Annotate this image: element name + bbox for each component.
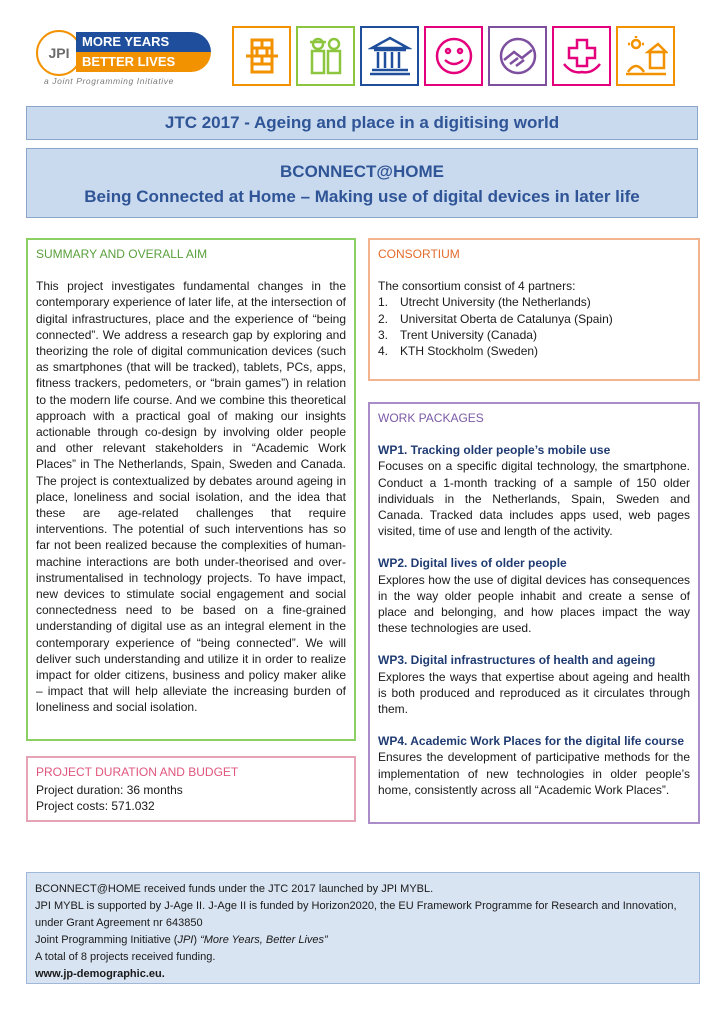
footer-line-1: BCONNECT@HOME received funds under the JTC 2017 launched by JPI MYBL.: [35, 883, 434, 895]
health-cross-icon: [552, 26, 611, 86]
theme-icons: [232, 26, 675, 86]
wp-text: Explores the ways that expertise about ageing and health is both produced and reproduced as it circulates through them.: [378, 669, 690, 717]
wp-heading: WP1. Tracking older people’s mobile use: [378, 443, 611, 458]
partner-number: 1.: [378, 295, 389, 310]
footer-website-link[interactable]: www.jp-demographic.eu.: [35, 968, 165, 980]
summary-text: This project investigates fundamental changes in the contemporary experience of later life, at the intersection of digital infrastructures, place and the experience of “being connected”. We address a research gap by exploring and theorizing the role of digital communication devices (such as smartphones (that will be tracked), tablets, PCs, apps, fitness trackers, pedometers, or “brain games”) in relation to the modern life course. And we combine this theoretical approach with a practical goal of making our insights actionable through co-design by involving older people and other relevant stakeholders in “Academic Work Places” in The Netherlands, Spain, Sweden and Canada. The project is contextualized by debates around ageing in place, loneliness and social isolation, and the idea that these are age-related challenges that require interventions. The potential of such interventions has so far not been realized because the complexities of human-machine interactions are both under-theorised and over-instrumentalised in technology projects. To have impact, new devices to stimulate social engagement and social connectedness need to be based on a fine-grained understanding of digital use as an integral element in the contemporary experience of “being connected”. We will deliver such understanding and utilize it in order to realize impact for older citizens, business and policy maker alike – impact that will help alleviate the increasing burden of loneliness and social isolation.: [36, 279, 346, 715]
logo-line-2: BETTER LIVES: [76, 52, 211, 72]
partner-list: [378, 294, 690, 359]
consortium-box: [368, 238, 700, 381]
wp-heading: WP4. Academic Work Places for the digital life course: [378, 734, 685, 749]
partner-number: 3.: [378, 327, 389, 342]
wp-text: Ensures the development of participative methods for the implementation of new technologies in older people’s home, consistently across all “Academic Work Places”.: [378, 750, 690, 797]
funding-footer: [26, 872, 700, 984]
footer-jpi: JPI: [177, 934, 194, 946]
wp-heading: WP2. Digital lives of older people: [378, 556, 567, 571]
work-package-3: [378, 652, 690, 717]
work-package-2: [378, 555, 690, 636]
list-item: [378, 343, 690, 359]
list-item: [378, 294, 690, 310]
consortium-title: CONSORTIUM: [378, 247, 460, 261]
consortium-intro: The consortium consist of 4 partners:: [378, 279, 576, 294]
work-packages-box: [368, 402, 700, 824]
wp-heading: WP3. Digital infrastructures of health and ageing: [378, 653, 656, 668]
wall-icon: [232, 26, 291, 86]
workers-icon: [296, 26, 355, 86]
house-sun-icon: [616, 26, 675, 86]
smiley-icon: [424, 26, 483, 86]
footer-jpi-suffix: ): [193, 934, 201, 946]
partner-name: Trent University (Canada): [400, 327, 537, 342]
work-package-4: [378, 733, 690, 798]
duration-line: Project duration: 36 months: [36, 783, 183, 798]
work-package-1: [378, 442, 690, 539]
wp-text: Explores how the use of digital devices has consequences in the way older people inhabit and create a sense of place and belonging, and how places impact the way these technologies are used.: [378, 572, 690, 636]
footer-line-4: A total of 8 projects received funding.: [35, 951, 216, 963]
footer-line-2: JPI MYBL is supported by J-Age II. J-Age II is funded by Horizon2020, the EU Framework Programme for Research and Innovation, under Grant Agreement nr 643850: [35, 900, 677, 929]
partner-name: Universitat Oberta de Catalunya (Spain): [400, 311, 613, 326]
handshake-icon: [488, 26, 547, 86]
duration-title: PROJECT DURATION AND BUDGET: [36, 765, 239, 779]
jtc-title: JTC 2017 - Ageing and place in a digitising world: [26, 106, 698, 140]
building-icon: [360, 26, 419, 86]
wp-text: Focuses on a specific digital technology, the smartphone. Conduct a 1-month tracking of a sample of 150 older individuals in the Netherlands, Spain, Sweden and Canada. Tracked data includes apps used, web pages visited, time of use and length of the activity.: [378, 459, 690, 539]
partner-number: 4.: [378, 344, 389, 359]
summary-title: SUMMARY AND OVERALL AIM: [36, 247, 208, 261]
duration-box: [26, 756, 356, 822]
partner-name: KTH Stockholm (Sweden): [400, 344, 539, 359]
project-acronym: BCONNECT@HOME: [280, 162, 444, 181]
project-full-title: Being Connected at Home – Making use of digital devices in later life: [84, 187, 640, 206]
footer-quote: “More Years, Better Lives”: [200, 934, 328, 946]
footer-jpi-prefix: Joint Programming Initiative (: [35, 934, 178, 946]
summary-box: [26, 238, 356, 741]
jpi-logo: [36, 28, 216, 90]
list-item: [378, 311, 690, 327]
footer-line-3: [35, 932, 691, 949]
logo-pill: [76, 32, 211, 72]
logo-jpi-circle: JPI: [36, 30, 82, 76]
logo-line-1: MORE YEARS: [76, 32, 211, 52]
work-packages-title: WORK PACKAGES: [378, 411, 484, 425]
costs-line: Project costs: 571.032: [36, 799, 155, 814]
list-item: [378, 327, 690, 343]
logo-tagline: a Joint Programming Initiative: [44, 76, 174, 86]
partner-number: 2.: [378, 311, 389, 326]
project-title-bar: [26, 148, 698, 218]
partner-name: Utrecht University (the Netherlands): [400, 295, 591, 310]
